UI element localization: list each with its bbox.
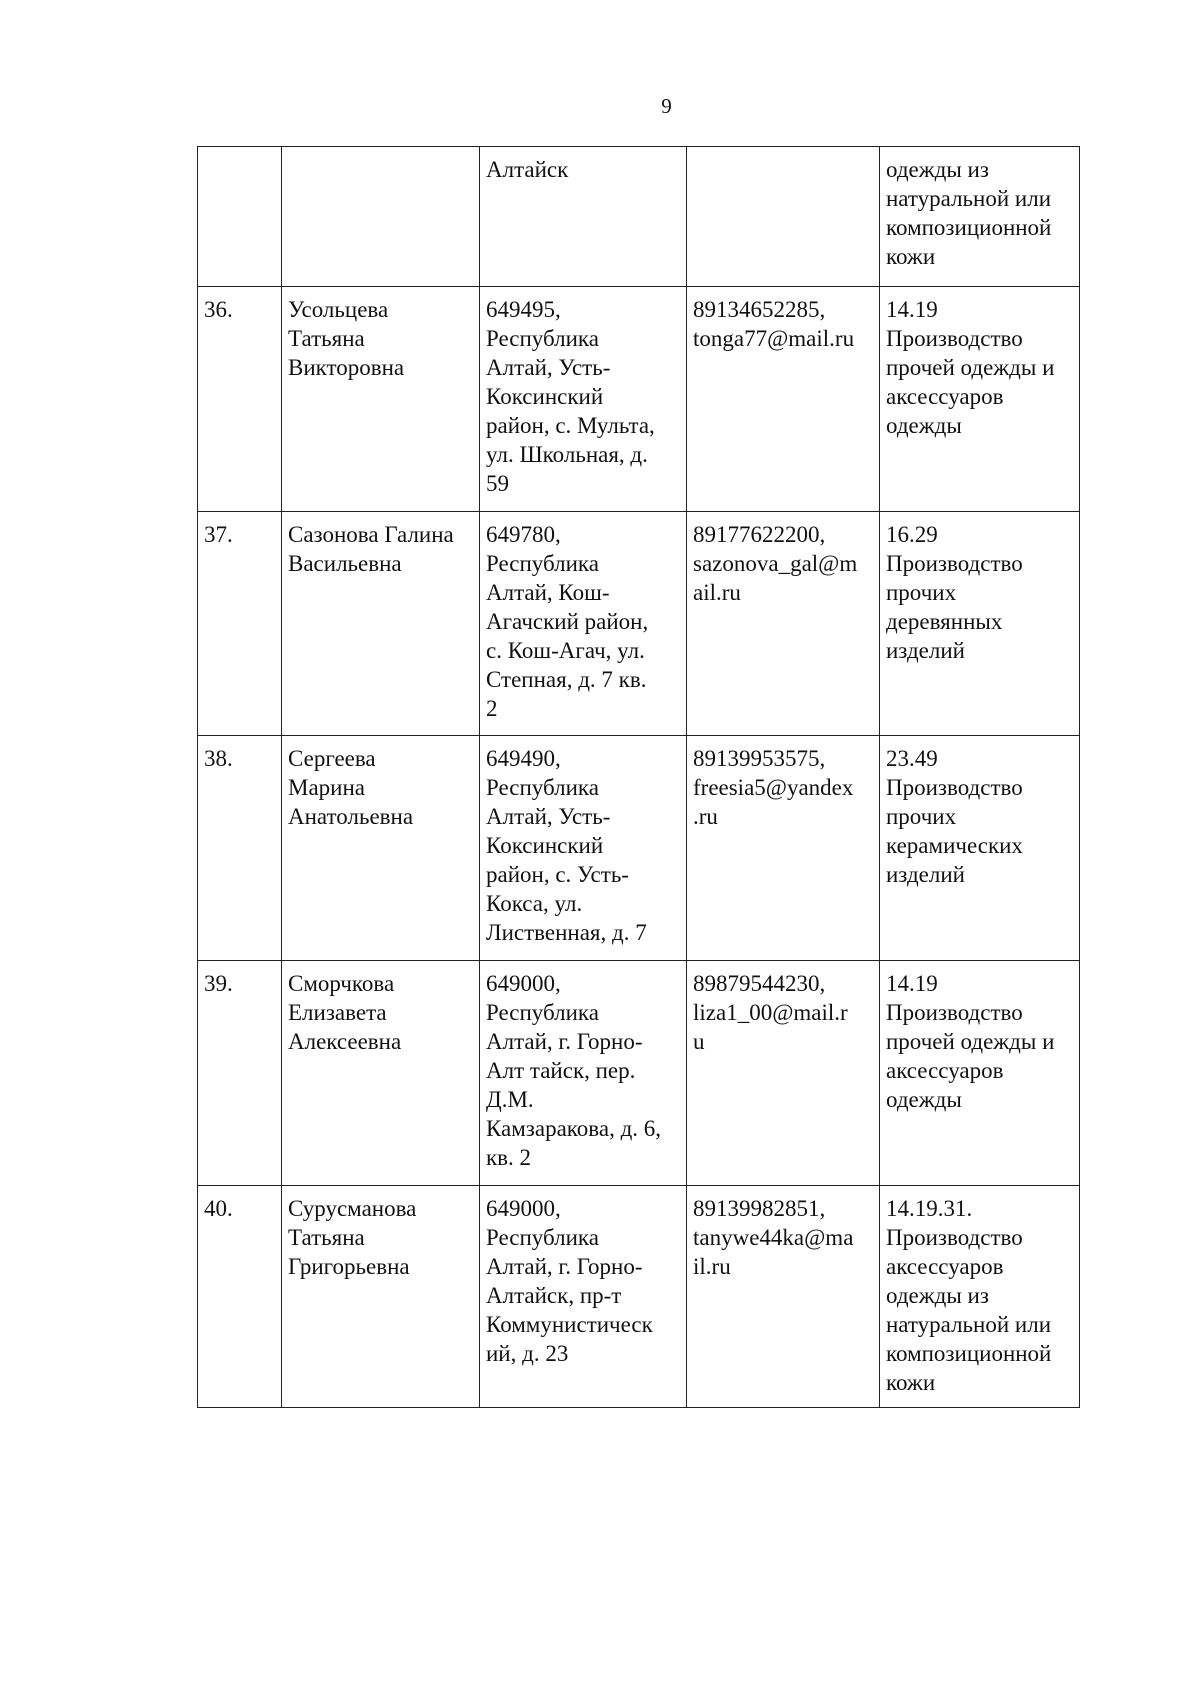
table-row <box>198 1186 1080 1408</box>
contact-cell: 89134652285, tonga77@mail.ru <box>687 287 880 512</box>
contact-cell: 89879544230, liza1_00@mail.r u <box>687 961 880 1186</box>
table-row <box>198 147 1080 287</box>
row-number-cell: 38. <box>198 736 282 961</box>
table-row <box>198 961 1080 1186</box>
entrepreneurs-table <box>197 146 1080 1408</box>
full-name-cell: Сазонова Галина Васильевна <box>282 512 480 736</box>
table-row <box>198 736 1080 961</box>
activity-cell: 14.19.31. Производство аксессуаров одежды из натуральной или композиционной кожи <box>880 1186 1080 1408</box>
full-name-cell: Сморчкова Елизавета Алексеевна <box>282 961 480 1186</box>
activity-cell: 16.29 Производство прочих деревянных изделий <box>880 512 1080 736</box>
row-number-cell: 37. <box>198 512 282 736</box>
address-cell: 649780, Республика Алтай, Кош- Агачский район, с. Кош-Агач, ул. Степная, д. 7 кв. 2 <box>480 512 687 736</box>
activity-cell: одежды из натуральной или композиционной кожи <box>880 147 1080 287</box>
full-name-cell: Усольцева Татьяна Викторовна <box>282 287 480 512</box>
address-cell: 649000, Республика Алтай, г. Горно- Алт тайск, пер. Д.М. Камзаракова, д. 6, кв. 2 <box>480 961 687 1186</box>
table-row <box>198 512 1080 736</box>
full-name-cell: Сергеева Марина Анатольевна <box>282 736 480 961</box>
address-cell: 649490, Республика Алтай, Усть- Коксинский район, с. Усть- Кокса, ул. Лиственная, д. 7 <box>480 736 687 961</box>
contact-cell: 89177622200, sazonova_gal@m ail.ru <box>687 512 880 736</box>
activity-cell: 14.19 Производство прочей одежды и аксессуаров одежды <box>880 961 1080 1186</box>
address-cell: 649000, Республика Алтай, г. Горно- Алтайск, пр-т Коммунистическ ий, д. 23 <box>480 1186 687 1408</box>
row-number-cell: 36. <box>198 287 282 512</box>
address-cell: Алтайск <box>480 147 687 287</box>
page-number: 9 <box>661 94 672 118</box>
contact-cell <box>687 147 880 287</box>
row-number-cell: 39. <box>198 961 282 1186</box>
address-cell: 649495, Республика Алтай, Усть- Коксинский район, с. Мульта, ул. Школьная, д. 59 <box>480 287 687 512</box>
contact-cell: 89139953575, freesia5@yandex .ru <box>687 736 880 961</box>
row-number-cell: 40. <box>198 1186 282 1408</box>
full-name-cell <box>282 147 480 287</box>
table-row <box>198 287 1080 512</box>
full-name-cell: Сурусманова Татьяна Григорьевна <box>282 1186 480 1408</box>
row-number-cell <box>198 147 282 287</box>
activity-cell: 23.49 Производство прочих керамических изделий <box>880 736 1080 961</box>
contact-cell: 89139982851, tanywe44ka@ma il.ru <box>687 1186 880 1408</box>
activity-cell: 14.19 Производство прочей одежды и аксессуаров одежды <box>880 287 1080 512</box>
